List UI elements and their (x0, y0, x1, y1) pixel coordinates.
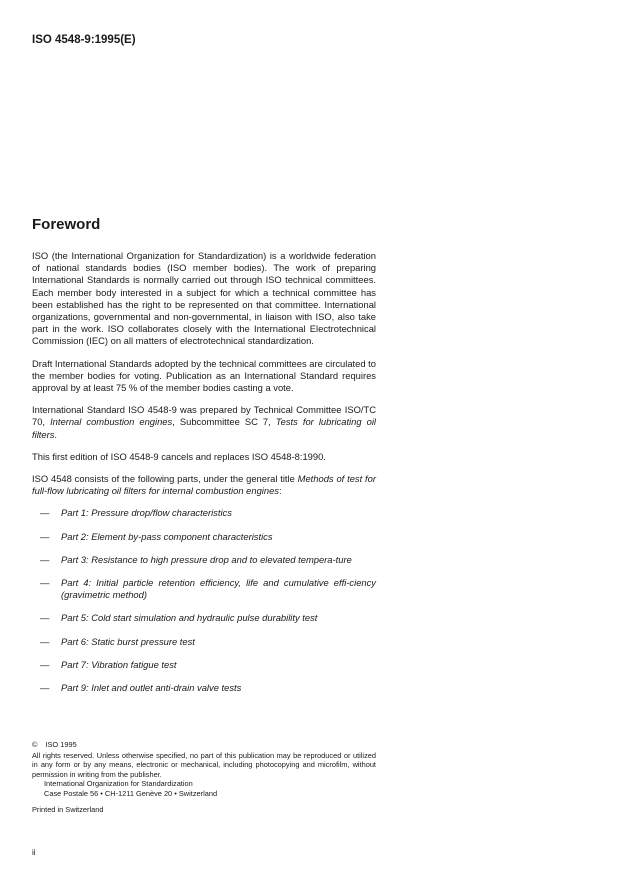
list-item (32, 636, 376, 648)
part-label: Part 6: Static burst pressure test (61, 635, 195, 647)
dash-marker: — (40, 612, 50, 624)
organization-address: Case Postale 56 • CH-1211 Genève 20 • Switzerland (44, 788, 218, 798)
dash-marker: — (40, 658, 50, 670)
part-label: Part 7: Vibration fatigue test (61, 658, 177, 670)
list-item (32, 507, 376, 519)
paragraph-edition: This first edition of ISO 4548-9 cancels and replaces ISO 4548-8:1990. (32, 450, 326, 462)
list-item (32, 659, 376, 671)
dash-marker: — (40, 507, 50, 519)
paragraph-parts-intro (32, 473, 376, 497)
copyright-icon: © (32, 740, 38, 749)
dash-marker: — (40, 635, 50, 647)
colon: : (279, 485, 282, 497)
page-number: ii (32, 848, 36, 857)
dash-marker: — (40, 682, 50, 694)
copyright-footer (32, 740, 376, 814)
paragraph-draft-standards: Draft International Standards adopted by the technical committees are circulated to the member bodies for voting. Publication as an International Standard requires approval by at least 75 % of the member bodies casting a vote. (32, 357, 376, 394)
copyright-text: ISO 1995 (45, 740, 77, 749)
part-label: Part 9: Inlet and outlet anti-drain valve tests (61, 682, 242, 694)
general-title: Methods of test for full-flow lubricating oil filters for internal combustion engines (32, 473, 376, 497)
dash-marker: — (40, 577, 50, 589)
copyright-line (32, 740, 376, 750)
document-id: ISO 4548-9:1995(E) (32, 34, 136, 46)
subcommittee-text: , Subcommittee SC 7, (172, 416, 276, 428)
rights-notice: All rights reserved. Unless otherwise specified, no part of this publication may be reproduced or utilized in any form or by any means, electronic or mechanical, including photocopying and microfilm, without permission in writing from the publisher. (32, 750, 376, 779)
committee-title: Internal combustion engines (50, 416, 173, 428)
list-item (32, 577, 376, 601)
part-label: Part 3: Resistance to high pressure drop and to elevated tempera-ture (61, 553, 352, 565)
list-item (32, 682, 376, 694)
parts-list (32, 507, 376, 694)
prepared-by-text: International Standard ISO 4548-9 was prepared by Technical Committee ISO/TC 70, (32, 404, 376, 428)
foreword-heading: Foreword (32, 216, 101, 233)
part-label: Part 1: Pressure drop/flow characteristics (61, 507, 232, 519)
dash-marker: — (40, 530, 50, 542)
printed-in: Printed in Switzerland (32, 804, 104, 814)
list-item (32, 554, 376, 566)
part-label: Part 4: Initial particle retention efficiency, life and cumulative effi-ciency (gravimetric method) (61, 577, 376, 601)
parts-intro-text: ISO 4548 consists of the following parts, under the general title (32, 473, 298, 485)
part-label: Part 5: Cold start simulation and hydraulic pulse durability test (61, 612, 318, 624)
organization-name: International Organization for Standardization (44, 779, 193, 789)
list-item (32, 531, 376, 543)
subcommittee-title: Tests for lubricating oil filters (32, 416, 376, 440)
dash-marker: — (40, 553, 50, 565)
paragraph-iso-intro: ISO (the International Organization for Standardization) is a worldwide federation of national standards bodies (ISO member bodies). The work of preparing International Standards is normally carried out through ISO technical committees. Each member body interested in a subject for which a technical committee has been established has the right to be represented on that committee. International organizations, governmental and non-governmental, in liaison with ISO, also take part in the work. ISO collaborates closely with the International Electrotechnical Commission (IEC) on all matters of electrotechnical standardization. (32, 250, 376, 347)
period: . (54, 428, 58, 440)
list-item (32, 612, 376, 624)
paragraph-prepared-by (32, 404, 376, 441)
foreword-body (32, 250, 376, 705)
part-label: Part 2: Element by-pass component characteristics (61, 530, 273, 542)
